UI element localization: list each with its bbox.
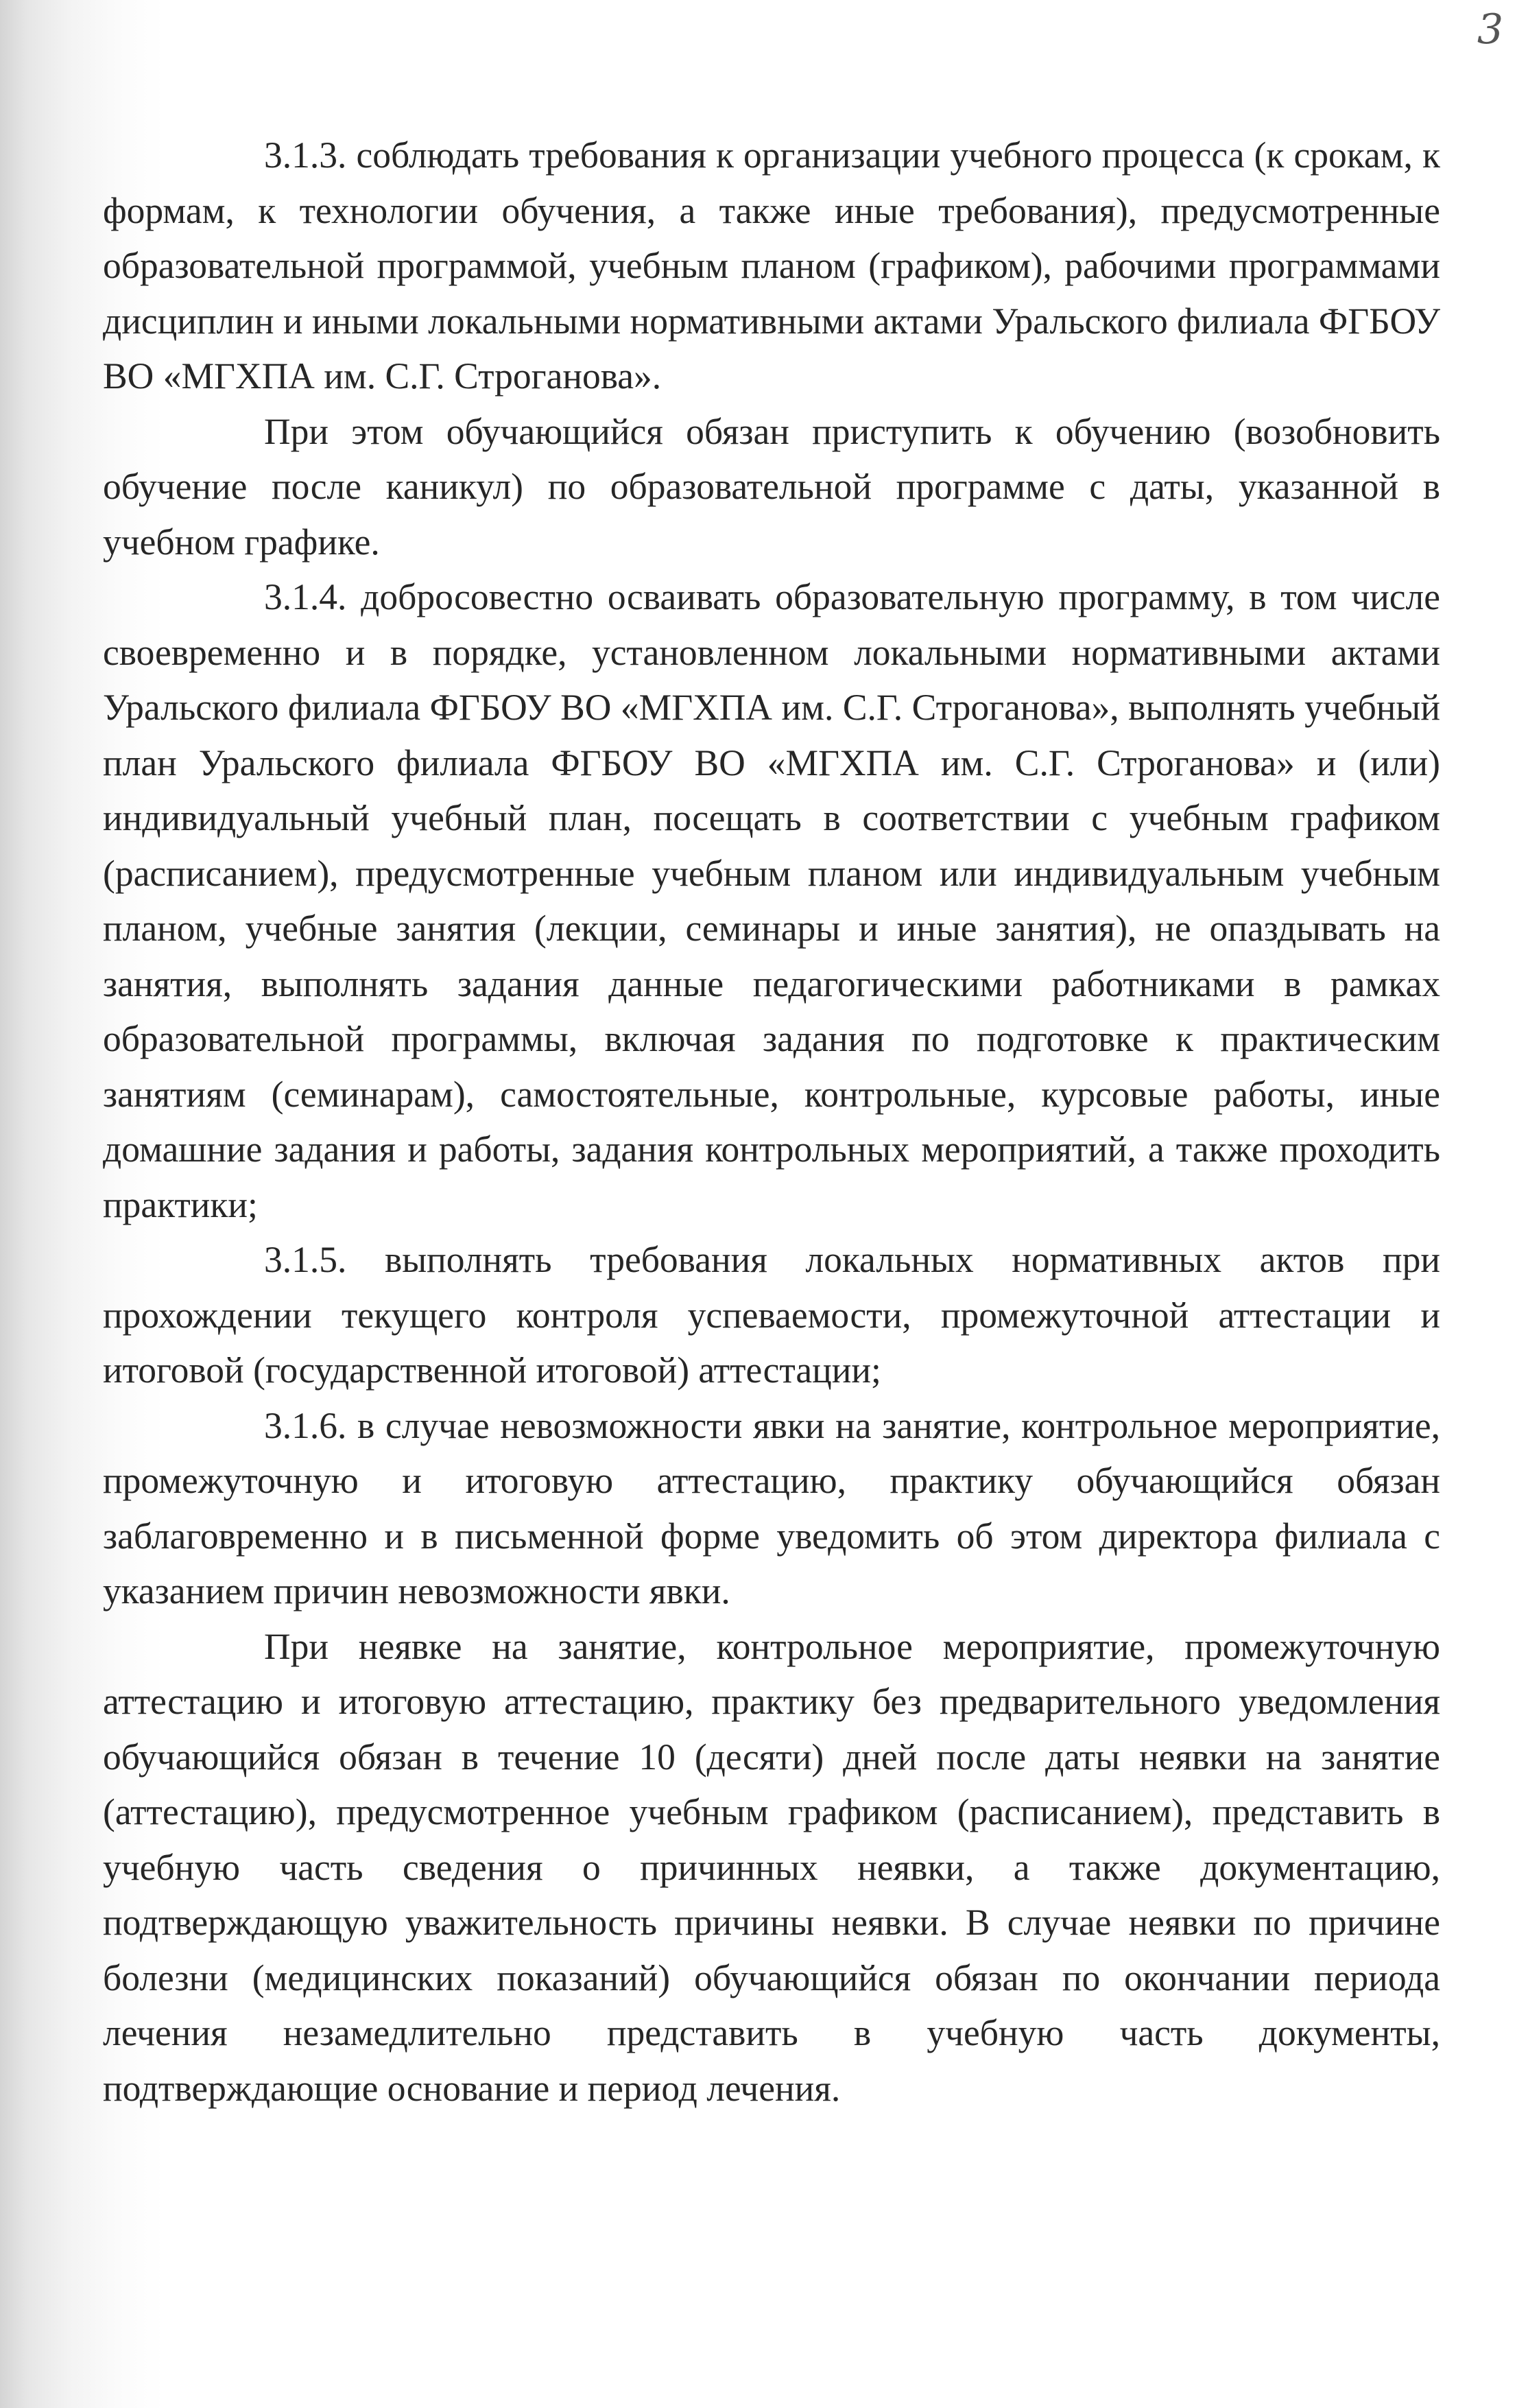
paragraph-absence-procedure: При неявке на занятие, контрольное мероприятие, промежуточную аттестацию и итоговую аттестацию, практику без предварительного уведомления обучающийся обязан в течение 10 (десяти) дней после даты неявки на занятие (аттестацию), предусмотренное учебным графиком (расписанием), представить в учебную часть сведения о причинных неявки, а также документацию, подтверждающую уважительность причины неявки. В случае неявки по причине болезни (медицинских показаний) обучающийся обязан по окончании периода лечения незамедлительно представить в учебную часть документы, подтверждающие основание и период лечения.: [103, 1625, 1440, 2109]
paragraph-start-obligation: При этом обучающийся обязан приступить к обучению (возобновить обучение после каникул) по образовательной программе с даты, указанной в учебном графике.: [103, 410, 1440, 563]
paragraph-3-1-5: 3.1.5. выполнять требования локальных нормативных актов при прохождении текущего контроля успеваемости, промежуточной аттестации и итоговой (государственной итоговой) аттестации;: [103, 1239, 1440, 1391]
paragraph-3-1-6: 3.1.6. в случае невозможности явки на занятие, контрольное мероприятие, промежуточную и итоговую аттестацию, практику обучающийся обязан заблаговременно и в письменной форме уведомить об этом директора филиала с указанием причин невозможности явки.: [103, 1404, 1440, 1612]
paragraph-3-1-3: 3.1.3. соблюдать требования к организации учебного процесса (к срокам, к формам, к технологии обучения, а также иные требования), предусмотренные образовательной программой, учебным планом (графиком), рабочими программами дисциплин и иными локальными нормативными актами Уральского филиала ФГБОУ ВО «МГХПА им. С.Г. Строганова».: [103, 134, 1440, 397]
paragraph-3-1-4: 3.1.4. добросовестно осваивать образовательную программу, в том числе своевременно и в порядке, установленном локальными нормативными актами Уральского филиала ФГБОУ ВО «МГХПА им. С.Г. Строганова», выполнять учебный план Уральского филиала ФГБОУ ВО «МГХПА им. С.Г. Строганова» и (или) индивидуальный учебный план, посещать в соответствии с учебным графиком (расписанием), предусмотренные учебным планом или индивидуальным учебным планом, учебные занятия (лекции, семинары и иные занятия), не опаздывать на занятия, выполнять задания данные педагогическими работниками в рамках образовательной программы, включая задания по подготовке к практическим занятиям (семинарам), самостоятельные, контрольные, курсовые работы, иные домашние задания и работы, задания контрольных мероприятий, а также проходить практики;: [103, 576, 1440, 1225]
page-number: 3: [1477, 5, 1503, 54]
document-body: [103, 128, 1440, 2116]
